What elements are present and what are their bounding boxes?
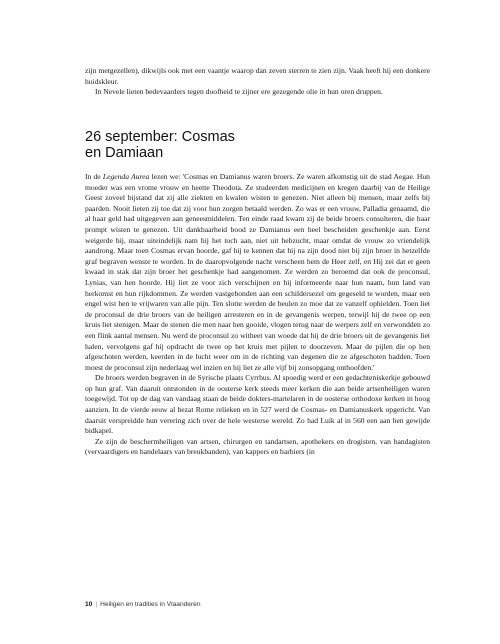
book-title-footer: Heiligen en tradities in Vlaanderen xyxy=(100,601,201,608)
footer-separator: | xyxy=(95,601,98,608)
heading-line-2: en Damiaan xyxy=(85,145,164,161)
section-heading xyxy=(85,129,430,161)
intro-paragraph-2: In Nevele lieten bedevaarders tegen doofheid te zijner ere gezegende olie in hun oren druppen. xyxy=(95,87,383,97)
main-text xyxy=(85,172,430,458)
paragraph-legend xyxy=(85,172,430,373)
book-title: Legenda Aurea xyxy=(102,172,150,181)
paragraph-legend-body: lezen we: 'Cosmas en Damianus waren broers. Ze waren afkomstig uit de stad Aegae. Hun moeder was een vrome vrouw en heette Theodota. Ze studeerden medicijnen en kregen daarbij van de Heilige Geest zoveel bijstand dat zij alle ziekten en kwalen wisten te genezen. Niet alleen bij mensen, maar zelfs bij paarden. Nooit lieten zij toe dat zij voor hun zorgen betaald werden. Zo was er een vrouw, Palladia genaamd, die al haar geld had uitgegeven aan geneesmiddelen. Ten einde raad kwam zij de beide broers consulteren, die haar prompt wisten te genezen. Uit dankbaarheid bood ze Damianus een heel bescheiden geschenkje aan. Eerst weigerde hij, maar uiteindelijk nam hij het toch aan, niet uit hebzucht, maar omdat de vrouw zo vriendelijk aandrong. Maar toen Cosmas ervan hoorde, gaf hij te kennen dat hij na zijn dood niet bij zijn broer in hetzelfde graf begraven wenste te worden. In de daaropvolgende nacht verscheen hem de Heer zelf, en Hij zei dat er geen kwaad in stak dat zijn broer het geschenkje had aangenomen. Ze werden zo beroemd dat ook de proconsul, Lynias, van hen hoorde. Hij liet ze voor zich verschijnen en hij informeerde naar hun naam, hun land van herkomst en hun rijkdommen. Ze werden vastgebonden aan een schildersezel om gegeseld te worden, maar een engel wist hen te vrijwaren van alle pijn. Ten slotte werden de beulen zo moe dat ze vanzelf ophielden. Toen liet de proconsul de drie broers van de heiligen arresteren en in de gevangenis werpen, terwijl hij de twee op een kruis liet stenigen. Maar de stenen die men naar hen gooide, vlogen terug naar de werpers zelf en verwondden zo een flink aantal mensen. Nu werd de proconsul zo witheet van woede dat hij de drie broers uit de gevangenis liet halen, vervolgens gaf hij opdracht de twee op het kruis met pijlen te doorzeven. Maar de pijlen die op hen afgeschoten werden, keerden in de lucht weer om in de richting van degenen die ze afgeschoten hadden. Toen moest de proconsul zijn nederlaag wel inzien en hij liet ze alle vijf bij zonsopgang onthoofden.' xyxy=(85,172,430,372)
paragraph-patronage: Ze zijn de beschermheiligen van artsen, chirurgen en tandartsen, apothekers en drogisten, van bandagisten (vervaardigers en handelaars van breukbanden), van kappers en barbiers (in xyxy=(85,436,430,457)
paragraph-burial: De broers werden begraven in de Syrische plaats Cyrrhus. Al spoedig werd er een gedachteniskerkje gebouwd op hun graf. Van daaruit ontstonden in de oosterse kerk steeds meer kerken die aan beide artsenheiligen waren toegewijd. Tot op de dag van vandaag staan de beide dokters-martelaren in de oosterse orthodoxe kerken in hoog aanzien. In de vierde eeuw al bezat Rome relieken en in 527 werd de Cosmas- en Damianuskerk opgericht. Van daaruit verspreidde hun verering zich over de hele westerse wereld. Zo had Luik al in 560 een aan hen gewijde bidkapel. xyxy=(85,373,430,436)
page-number: 10 xyxy=(85,601,93,608)
intro-text xyxy=(85,66,430,98)
heading-line-1: 26 september: Cosmas xyxy=(85,129,235,145)
intro-paragraph-1: zijn metgezellen), dikwijls ook met een vaantje waarop dan zeven sterren te zien zijn. Vaak heeft hij een donkere huidskleur. xyxy=(85,66,430,86)
page-footer xyxy=(85,600,201,609)
paragraph-legend-start: In de xyxy=(85,172,103,181)
